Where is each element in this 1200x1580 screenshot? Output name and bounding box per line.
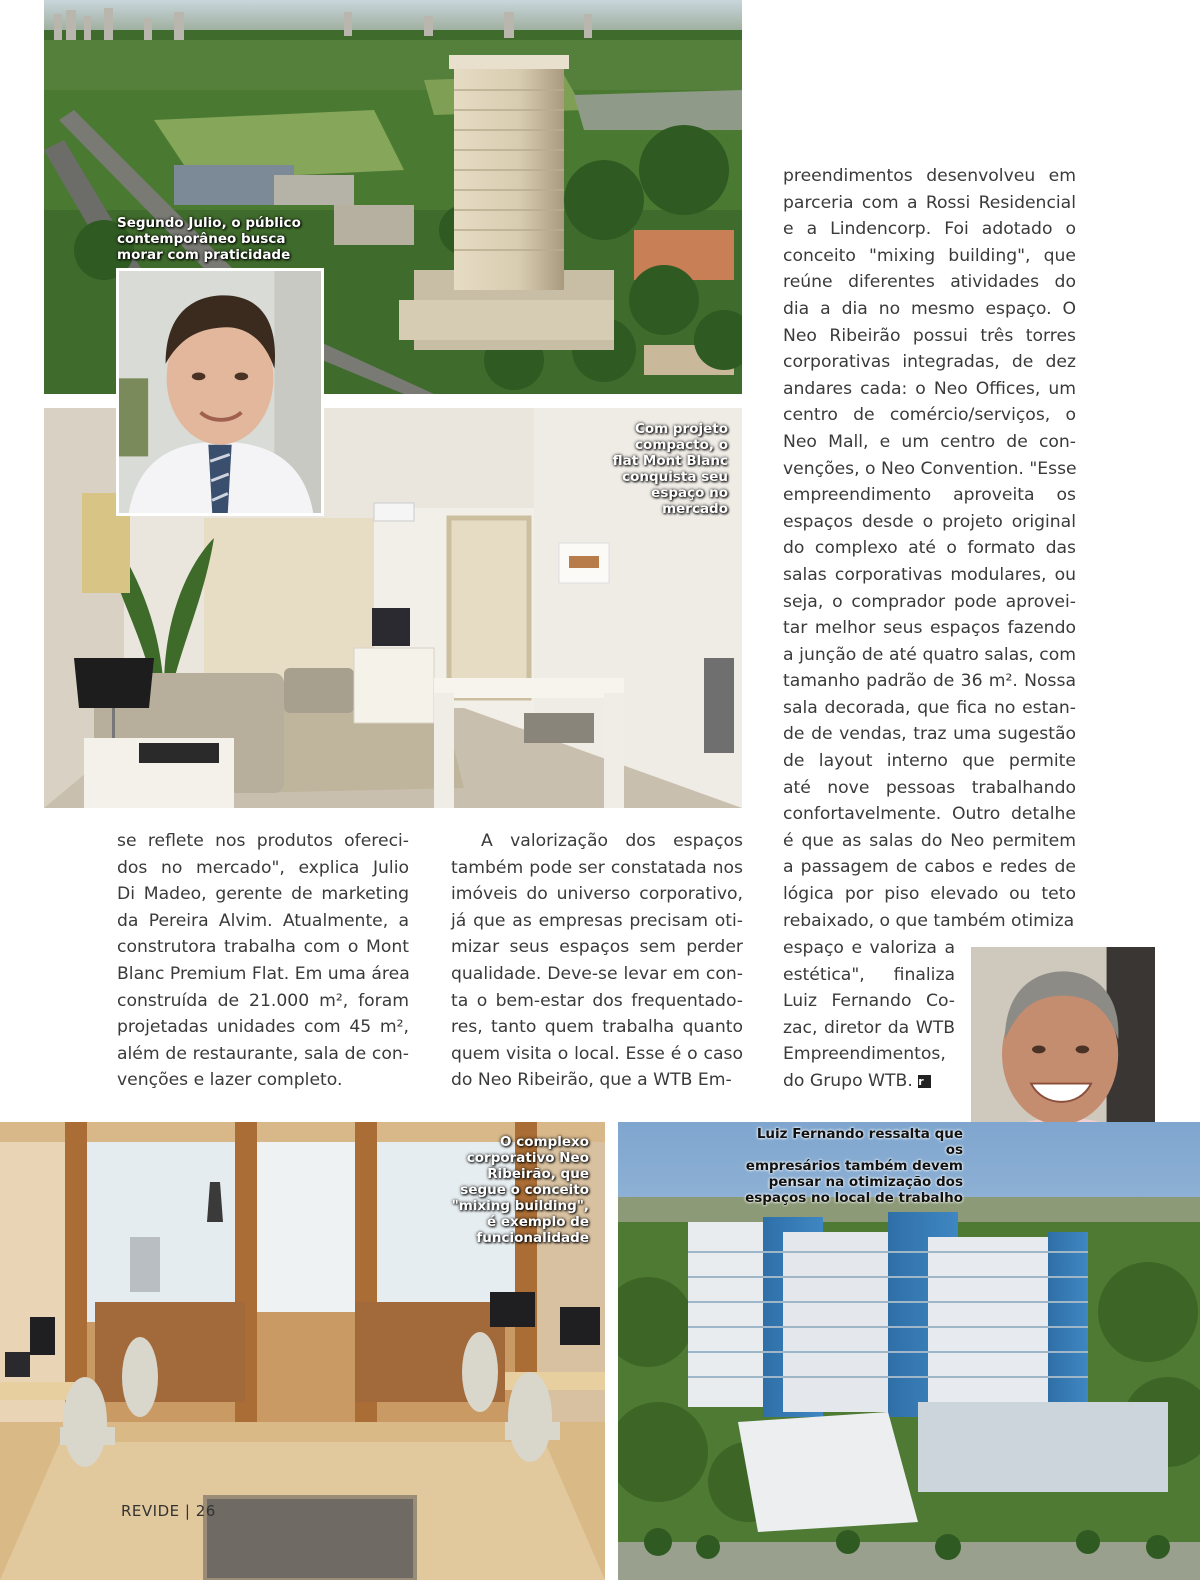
text-line: construtora trabalha com o Mont [117,937,409,958]
text-line: da Pereira Alvim. Atualmente, a [117,910,409,931]
text-line: confortavelmente. Outro detalhe [783,804,1076,825]
text-line: Luiz Fernando Co- [783,991,955,1012]
text-line: estética", finaliza [783,964,955,985]
text-line: empreendimento aproveita os [783,485,1076,506]
page-footer [121,1502,216,1520]
text-line: Blanc Premium Flat. Em uma área [117,963,410,984]
text-line: conceito "mixing building", que [783,245,1076,266]
article-column-3 [783,163,1076,934]
text-line: espaços desde o projeto original [783,511,1076,532]
text-line: Neo Mall, e um centro de con- [783,431,1076,452]
text-line: centro de comércio/serviços, o [783,405,1076,426]
text-line: qualidade. Deve-se levar em con- [451,963,743,984]
text-line: construída de 21.000 m², foram [117,990,409,1011]
text-line: mizar seus espaços sem perder [451,937,743,958]
text-line: além de restaurante, sala de con- [117,1043,409,1064]
text-line: também pode ser constatada nos [451,857,743,878]
text-line: rebaixado, o que também otimiza [783,910,1075,931]
text-line: lógica por piso elevado ou teto [783,884,1076,905]
end-of-article-mark: r [918,1075,931,1088]
text-line: projetadas unidades com 45 m², [117,1017,409,1038]
text-line: dos no mercado", explica Julio [117,857,409,878]
text-line: Neo Ribeirão possui três torres [783,325,1076,346]
text-line: a junção de até quatro salas, com [783,644,1076,665]
text-line: preendimentos desenvolveu em [783,166,1076,186]
magazine-name: REVIDE [121,1502,180,1520]
article-column-1 [117,828,409,1094]
aerial-photo-caption: Segundo Julio, o público contemporâneo busca morar com praticidade [117,215,301,263]
text-line: A valorização dos espaços [481,831,743,851]
footer-separator: | [184,1502,191,1520]
luiz-photo-caption: Luiz Fernando ressalta que os empresários também devem pensar na otimização dos espaços no local de trabalho [745,1126,963,1206]
text-line: dia a dia no mesmo espaço. O [783,298,1076,319]
text-line: se reflete nos produtos ofereci- [117,831,409,851]
text-line: tamanho padrão de 36 m². Nossa [783,671,1076,692]
text-line: imóveis do universo corporativo, [451,884,743,905]
text-line: de de vendas, traz uma sugestão [783,724,1076,745]
text-line: espaço e valoriza a [783,938,955,958]
text-line: e a Lindencorp. Foi adotado o [783,219,1076,240]
text-line: até nove pessoas trabalhando [783,777,1076,798]
text-line: reúne diferentes atividades do [783,272,1076,293]
text-line: seja, o comprador pode aprovei- [783,591,1076,612]
text-line: ta o bem-estar dos frequentado- [451,990,743,1011]
text-line: andares cada: o Neo Offices, um [783,378,1076,399]
text-line: parceria com a Rossi Residencial [783,192,1076,213]
text-line: a passagem de cabos e redes de [783,857,1076,878]
text-line: do Neo Ribeirão, que a WTB Em- [451,1070,732,1091]
text-line: res, tanto quem trabalha quanto [451,1017,743,1038]
neo-office-photo-caption: O complexo corporativo Neo Ribeirão, que segue o conceito "mixing building", é exemplo de funcionalidade [451,1134,589,1246]
article-column-2 [451,828,743,1094]
text-line: salas corporativas modulares, ou [783,564,1076,585]
text-line: venções e lazer completo. [117,1070,343,1091]
text-line: do complexo até o formato das [783,538,1076,559]
text-line: é que as salas do Neo permitem [783,830,1076,851]
text-line: quem visita o local. Esse é o caso [451,1043,743,1064]
text-line: corporativas integradas, de dez [783,352,1076,373]
text-line: Di Madeo, gerente de marketing [117,884,409,905]
text-line: do Grupo WTB. r [783,1068,955,1095]
text-line: tar melhor seus espaços fazendo [783,618,1076,639]
page-number: 26 [195,1502,216,1520]
julio-portrait-photo [116,268,324,516]
flat-photo-caption: Com projeto compacto, o flat Mont Blanc conquista seu espaço no mercado [612,421,728,517]
article-column-3-tail [783,935,955,1095]
text-line: zac, diretor da WTB [783,1017,955,1038]
text-line: sala decorada, que fica no estan- [783,697,1076,718]
text-line: Empreendimentos, [783,1044,946,1065]
text-line: venções, o Neo Convention. "Esse [783,458,1077,479]
text-line: já que as empresas precisam oti- [451,910,743,931]
text-line: de layout interno que permite [783,751,1076,772]
